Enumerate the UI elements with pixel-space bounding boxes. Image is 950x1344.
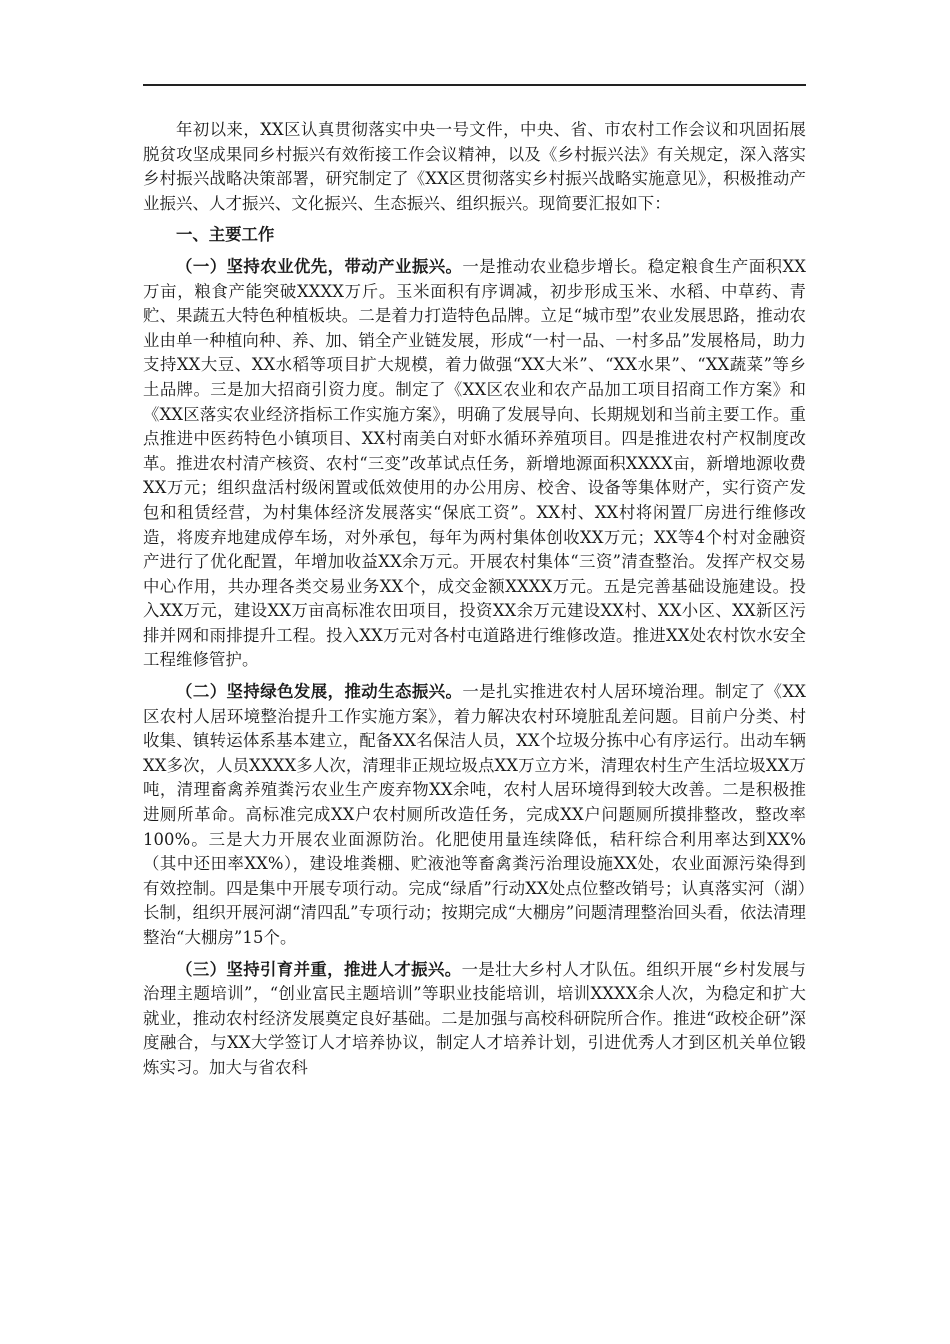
header-rule — [143, 84, 806, 86]
item-paragraph-2 — [143, 680, 806, 951]
item-paragraph-3 — [143, 958, 806, 1081]
document-body — [143, 118, 806, 1081]
item-body-2: 一是扎实推进农村人居环境治理。制定了《XX区农村人居环境整治提升工作实施方案》，着力解决农村环境脏乱差问题。目前户分类、村收集、镇转运体系基本建立，配备XX名保洁人员，XX个垃圾分拣中心有序运行。出动车辆XX多次，人员XXXX多人次，清理非正规垃圾点XX万立方米，清理农村生产生活垃圾XX万吨，清理畜禽养殖粪污农业生产废弃物XX余吨，农村人居环境得到较大改善。二是积极推进厕所革命。高标准完成XX户农村厕所改造任务，完成XX户问题厕所摸排整改，整改率100%。三是大力开展农业面源防治。化肥使用量连续降低，秸秆综合利用率达到XX%（其中还田率XX%），建设堆粪棚、贮液池等畜禽粪污治理设施XX处，农业面源污染得到有效控制。四是集中开展专项行动。完成“绿盾”行动XX处点位整改销号；认真落实河（湖）长制，组织开展河湖“清四乱”专项行动；按期完成“大棚房”问题清理整治回头看，依法清理整治“大棚房”15个。 — [143, 682, 807, 947]
item-lead-2: （二）坚持绿色发展，推动生态振兴。 — [176, 682, 463, 702]
intro-paragraph: 年初以来，XX区认真贯彻落实中央一号文件，中央、省、市农村工作会议和巩固拓展脱贫攻坚成果同乡村振兴有效衔接工作会议精神，以及《乡村振兴法》有关规定，深入落实乡村振兴战略决策部署，研究制定了《XX区贯彻落实乡村振兴战略实施意见》，积极推动产业振兴、人才振兴、文化振兴、生态振兴、组织振兴。现简要汇报如下： — [143, 120, 806, 213]
item-lead-3: （三）坚持引育并重，推进人才振兴。 — [176, 959, 462, 979]
section-heading: 一、主要工作 — [176, 225, 275, 245]
item-body-1: 一是推动农业稳步增长。稳定粮食生产面积XX万亩，粮食产能突破XXXX万斤。玉米面积有序调减，初步形成玉米、水稻、中草药、青贮、果蔬五大特色种植板块。二是着力打造特色品牌。立足“城市型”农业发展思路，推动农业由单一种植向种、养、加、销全产业链发展，形成“一村一品、一村多品”发展格局，助力支持XX大豆、XX水稻等项目扩大规模，着力做强“XX大米”、“XX水果”、“XX蔬菜”等乡土品牌。三是加大招商引资力度。制定了《XX区农业和农产品加工项目招商工作方案》和《XX区落实农业经济指标工作实施方案》，明确了发展导向、长期规划和当前主要工作。重点推进中医药特色小镇项目、XX村南美白对虾水循环养殖项目。四是推进农村产权制度改革。推进农村清产核资、农村“三变”改革试点任务，新增地源面积XXXX亩，新增地源收费XX万元；组织盘活村级闲置或低效使用的办公用房、校舍、设备等集体财产，实行资产发包和租赁经营，为村集体经济发展落实“保底工资”。XX村、XX村将闲置厂房进行维修改造，将废弃地建成停车场，对外承包，每年为两村集体创收XX万元；XX等4个村对金融资产进行了优化配置，年增加收益XX余万元。开展农村集体“三资”清查整治。发挥产权交易中心作用，共办理各类交易业务XX个，成交金额XXXX万元。五是完善基础设施建设。投入XX万元，建设XX万亩高标准农田项目，投资XX余万元建设XX村、XX小区、XX新区污排并网和雨排提升工程。投入XX万元对各村屯道路进行维修改造。推进XX处农村饮水安全工程维修管护。 — [143, 256, 807, 670]
item-lead-1: （一）坚持农业优先，带动产业振兴。 — [176, 256, 463, 276]
item-body-3: 一是壮大乡村人才队伍。组织开展“乡村发展与治理主题培训”，“创业富民主题培训”等职业技能培训，培训XXXX余人次，为稳定和扩大就业，推动农村经济发展奠定良好基础。二是加强与高校科研院所合作。推进“政校企研”深度融合，与XX大学签订人才培养协议，制定人才培养计划，引进优秀人才到区机关单位锻炼实习。加大与省农科 — [143, 959, 806, 1077]
item-paragraph-1 — [143, 255, 806, 673]
